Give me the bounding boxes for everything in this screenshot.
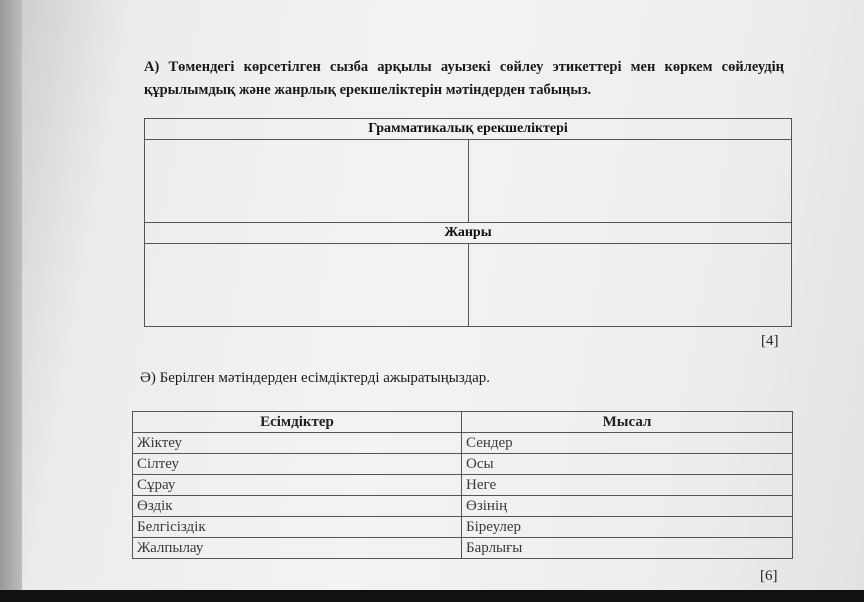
pronoun-type: Белгісіздік	[133, 517, 462, 538]
pronoun-type: Сұрау	[133, 475, 462, 496]
grammar-cell-left[interactable]	[145, 140, 469, 223]
photo-bottom-edge	[0, 590, 864, 602]
task-a-instruction: А) Төмендегі көрсетілген сызба арқылы ауызекі сөйлеу этикеттері мен көркем сөйлеудің құрылымдық және жанрлық ерекшеліктерін мәтіндерден табыңыз.	[144, 59, 784, 98]
pronoun-example: Өзінің	[462, 496, 793, 517]
table-row	[133, 517, 793, 538]
table-row	[133, 475, 793, 496]
table-row	[133, 496, 793, 517]
task-b-instruction: Ә) Берілген мәтіндерден есімдіктерді ажыратыңыздар.	[140, 370, 491, 386]
task-a-score: [4]	[761, 333, 779, 349]
pronoun-example: Осы	[462, 454, 793, 475]
task-b-score: [6]	[760, 568, 778, 584]
pronoun-column-header: Есімдіктер	[133, 412, 462, 433]
grammar-cell-right[interactable]	[468, 140, 792, 223]
pronoun-example: Біреулер	[462, 517, 793, 538]
pronoun-table	[132, 411, 793, 559]
genre-header: Жанры	[145, 223, 792, 244]
pronoun-type: Сілтеу	[133, 454, 462, 475]
genre-cell-right[interactable]	[468, 244, 792, 327]
task-a-table	[144, 118, 792, 327]
genre-cell-left[interactable]	[145, 244, 469, 327]
photo-left-edge	[0, 0, 22, 590]
table-row	[133, 454, 793, 475]
example-column-header: Мысал	[462, 412, 793, 433]
pronoun-type: Жалпылау	[133, 538, 462, 559]
table-row	[133, 433, 793, 454]
pronoun-example: Сендер	[462, 433, 793, 454]
grammar-features-header: Грамматикалық ерекшеліктері	[145, 119, 792, 140]
pronoun-example: Барлығы	[462, 538, 793, 559]
pronoun-type: Өздік	[133, 496, 462, 517]
pronoun-type: Жіктеу	[133, 433, 462, 454]
pronoun-example: Неге	[462, 475, 793, 496]
table-row	[133, 538, 793, 559]
